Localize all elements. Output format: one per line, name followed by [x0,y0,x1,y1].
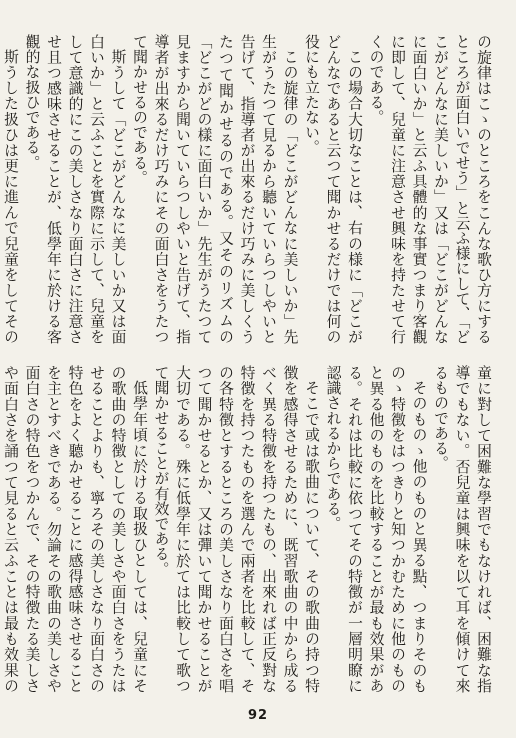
paragraph: そこで或は歌曲について、その歌曲の持つ特徴を感得させるために、既習歌曲の中から成るべく異る特徴を持つたもの、出來れば正反對な特徴を持つたものを選んで兩者を比較して、その各特徴とするところの美しさなり面白さを唱つて聞かせるとか、又は彈いて聞かせることが大切である。殊に低學年に於ては比較して歌つて聞かせることが有效である。 [152,365,320,693]
paragraph: 斯うして「どこがどんなに美しいか又は面白いか」と云ふことを實際に示して、兒童をして意識的にこの美しさなり面白さに注意させ且つ感味させることが、低學年に於ける客觀的な扱ひである。 [23,34,127,344]
text-block-upper [2,34,494,344]
paragraph: の旋律はこゝのところをこんな歌ひ方にするところが面白いでせう」と云ふ様にして、「どこがどんなに美しいか」又は「どこがどんなに面白いか」と云ふ具體的な事實つまり客觀に即して、兒童に注意させ興味を持たせて行くのである。 [367,34,492,344]
paragraph: そのものゝ他のものと異る點、つまりそのものゝ特徴をはつきりと知つかむために他のものと異る他のものを比較することが最も效果がある。それは比較に依つてその特徴が一層明瞭に認識されるからである。 [324,365,428,693]
paragraph: 斯うした扱ひは更に進んで兒童をしてその [2,48,19,344]
page-number: 92 [247,708,269,723]
text-block-lower [2,365,494,693]
paragraph: 童に對して困難な學習でもなければ、困難な指導でもない。否兒童は興味を以て耳を傾けて來るものである。 [432,365,492,693]
paragraph: 低學年頃に於ける取扱ひとしては、兒童にその歌曲の特徴としての美しさや面白さをうたはせることよりも、寧ろその美しさなり面白さの特色をよく聽かせることに感得感味させることを主とすべきである。勿論その歌曲の美しさや面白さの特色をつかんで、その特徴たる美しさや面白さを誦つて見ると云ふことは最も效果の [2,365,148,693]
paragraph: この場合大切なことは、右の様に「どこがどんなであると云つて聞かせるだけでは何の役にも立たない。 [303,34,363,344]
paragraph: この旋律の「どこがどんなに美しいか」先生がうたつて見るから聽いていらつしやいと告げて、指導者が出來るだけ巧みに美しくうたつて聞かせるのである。又そのリズムの「どこがどの樣に面白いか」先生がうたつて見ますから聞いていらつしやいと告げて、指導者が出來るだけ巧みにその面白さをうたつて聞かせるのである。 [131,34,299,344]
